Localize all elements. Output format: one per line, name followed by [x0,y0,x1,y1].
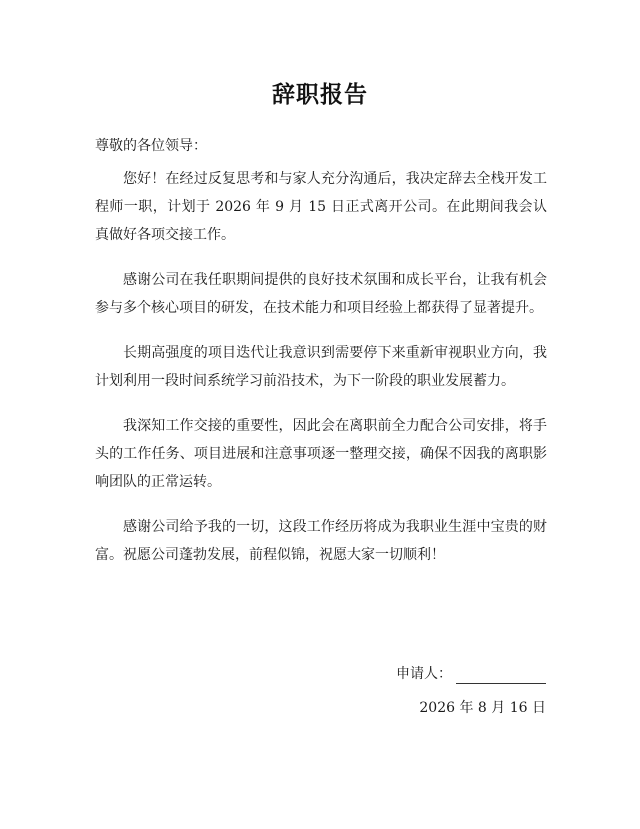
document-title: 辞职报告 [272,82,368,108]
paragraph-thanks: 感谢公司在我任职期间提供的良好技术氛围和成长平台，让我有机会参与多个核心项目的研发，在技术能力和项目经验上都获得了显著提升。 [95,272,547,316]
paragraph-greeting: 您好！在经过反复思考和与家人充分沟通后，我决定辞去全栈开发工程师一职，计划于 2026 年 9 月 15 日正式离开公司。在此期间我会认真做好各项交接工作。 [95,171,547,243]
paragraph-closing: 感谢公司给予我的一切，这段工作经历将成为我职业生涯中宝贵的财富。祝愿公司蓬勃发展，前程似锦，祝愿大家一切顺利！ [95,519,547,563]
signature-label: 申请人： [396,666,452,682]
salutation: 尊敬的各位领导： [95,138,207,154]
signature-line [456,667,546,684]
paragraph-handover: 我深知工作交接的重要性，因此会在离职前全力配合公司安排，将手头的工作任务、项目进展和注意事项逐一整理交接，确保不因我的离职影响团队的正常运转。 [95,418,547,490]
paragraph-reason: 长期高强度的项目迭代让我意识到需要停下来重新审视职业方向，我计划利用一段时间系统学习前沿技术，为下一阶段的职业发展蓄力。 [95,345,547,389]
document-body [95,165,547,586]
signature-block [396,664,546,684]
signature-date: 2026 年 8 月 16 日 [419,700,546,716]
